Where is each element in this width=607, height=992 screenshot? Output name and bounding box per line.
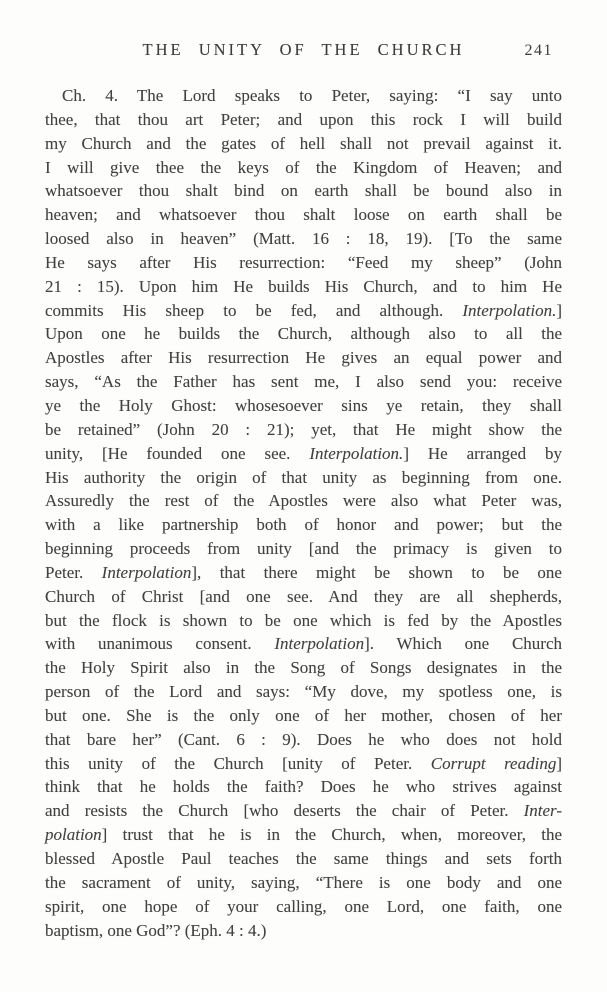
text-segment: with unanimous consent. (45, 634, 275, 654)
text-line (45, 489, 562, 513)
text-segment: beginning proceeds from unity [and the primacy is given to (45, 539, 562, 559)
text-line (45, 728, 562, 752)
text-segment: Ch. 4. The Lord speaks to Peter, saying: “I say unto (62, 86, 562, 105)
text-line (45, 799, 562, 823)
text-segment: thee, that thou art Peter; and upon this rock I will build (45, 109, 562, 129)
text-segment: ye the Holy Ghost: whosesoever sins ye retain, they shall (45, 395, 562, 415)
text-segment: ] (556, 753, 562, 773)
text-segment: Peter. (45, 562, 102, 582)
text-segment: the Holy Spirit also in the Song of Songs designates in the (45, 658, 562, 678)
text-segment: spirit, one hope of your calling, one Lord, one faith, one (45, 896, 562, 916)
text-segment: His authority the origin of that unity as beginning from one. (45, 467, 562, 487)
text-line (45, 919, 562, 943)
page-number: 241 (524, 42, 553, 59)
text-segment: this unity of the Church [unity of Peter. (45, 753, 431, 773)
text-segment: person of the Lord and says: “My dove, my spotless one, is (45, 682, 562, 702)
text-segment: He says after His resurrection: “Feed my sheep” (John (45, 252, 562, 272)
text-line (45, 775, 562, 799)
text-line (45, 203, 562, 227)
text-line (45, 871, 562, 895)
text-line (45, 466, 562, 490)
text-segment: says, “As the Father has sent me, I also send you: receive (45, 372, 562, 392)
italic-segment: Corrupt reading (430, 753, 557, 773)
text-segment: but one. She is the only one of her mother, chosen of her (45, 705, 562, 725)
text-segment: Upon one he builds the Church, although also to all the (45, 324, 562, 344)
italic-segment: Interpolation. (309, 443, 404, 463)
text-line (45, 680, 562, 704)
text-line (45, 179, 562, 203)
text-line (45, 84, 562, 108)
text-line (45, 609, 562, 633)
text-line (45, 132, 562, 156)
italic-segment: Inter- (523, 801, 562, 821)
text-segment: whatsoever thou shalt bind on earth shall be bound also in (45, 181, 562, 201)
text-segment: loosed also in heaven” (Matt. 16 : 18, 19). [To the same (45, 229, 562, 249)
text-line (45, 895, 562, 919)
text-line (45, 299, 562, 323)
text-segment: be retained” (John 20 : 21); yet, that He might show the (45, 419, 562, 439)
text-line (45, 632, 562, 656)
text-segment: ] trust that he is in the Church, when, moreover, the (101, 825, 562, 845)
text-segment: baptism, one God”? (Eph. 4 : 4.) (45, 920, 267, 940)
text-segment: ] He arranged by (403, 443, 562, 463)
text-line (45, 108, 562, 132)
text-line (45, 275, 562, 299)
text-line (45, 585, 562, 609)
text-line (45, 537, 562, 561)
italic-segment: Interpolation (274, 634, 365, 654)
text-segment: the sacrament of unity, saying, “There is one body and one (45, 872, 562, 892)
text-segment: commits His sheep to be fed, and although. (45, 300, 463, 320)
text-line (45, 513, 562, 537)
text-line (45, 227, 562, 251)
text-segment: that bare her” (Cant. 6 : 9). Does he who does not hold (45, 729, 562, 749)
text-segment: blessed Apostle Paul teaches the same things and sets forth (45, 849, 562, 868)
text-segment: unity, [He founded one see. (45, 443, 310, 463)
text-line (45, 656, 562, 680)
text-line (45, 442, 562, 466)
text-segment: I will give thee the keys of the Kingdom of Heaven; and (45, 157, 562, 177)
text-segment: ], that there might be shown to be one (191, 562, 562, 582)
text-line (45, 752, 562, 776)
text-segment: Church of Christ [and one see. And they are all shepherds, (45, 586, 562, 606)
running-title: THE UNITY OF THE CHURCH (142, 40, 465, 59)
text-segment: Apostles after His resurrection He gives an equal power and (45, 348, 562, 368)
text-line (45, 561, 562, 585)
page-header (45, 40, 562, 64)
body-text (45, 84, 562, 942)
text-segment: 21 : 15). Upon him He builds His Church, and to him He (45, 276, 562, 296)
text-line (45, 704, 562, 728)
text-line (45, 370, 562, 394)
text-line (45, 394, 562, 418)
text-line (45, 418, 562, 442)
text-line (45, 322, 562, 346)
text-line (45, 847, 562, 871)
text-segment: Assuredly the rest of the Apostles were also what Peter was, (45, 491, 562, 511)
text-segment: ] (556, 300, 562, 320)
text-segment: my Church and the gates of hell shall not prevail against it. (45, 133, 562, 153)
text-segment: ]. Which one Church (364, 634, 562, 654)
text-segment: and resists the Church [who deserts the chair of Peter. (45, 801, 524, 821)
italic-segment: polation (45, 825, 102, 845)
text-segment: with a like partnership both of honor and power; but the (45, 515, 562, 535)
text-line (45, 346, 562, 370)
italic-segment: Interpolation (101, 562, 192, 582)
text-line (45, 251, 562, 275)
italic-segment: Interpolation. (462, 300, 557, 320)
text-line (45, 823, 562, 847)
text-line (45, 156, 562, 180)
text-segment: think that he holds the faith? Does he who strives against (45, 777, 562, 797)
text-segment: but the flock is shown to be one which is fed by the Apostles (45, 610, 562, 630)
text-segment: heaven; and whatsoever thou shalt loose on earth shall be (45, 205, 562, 225)
